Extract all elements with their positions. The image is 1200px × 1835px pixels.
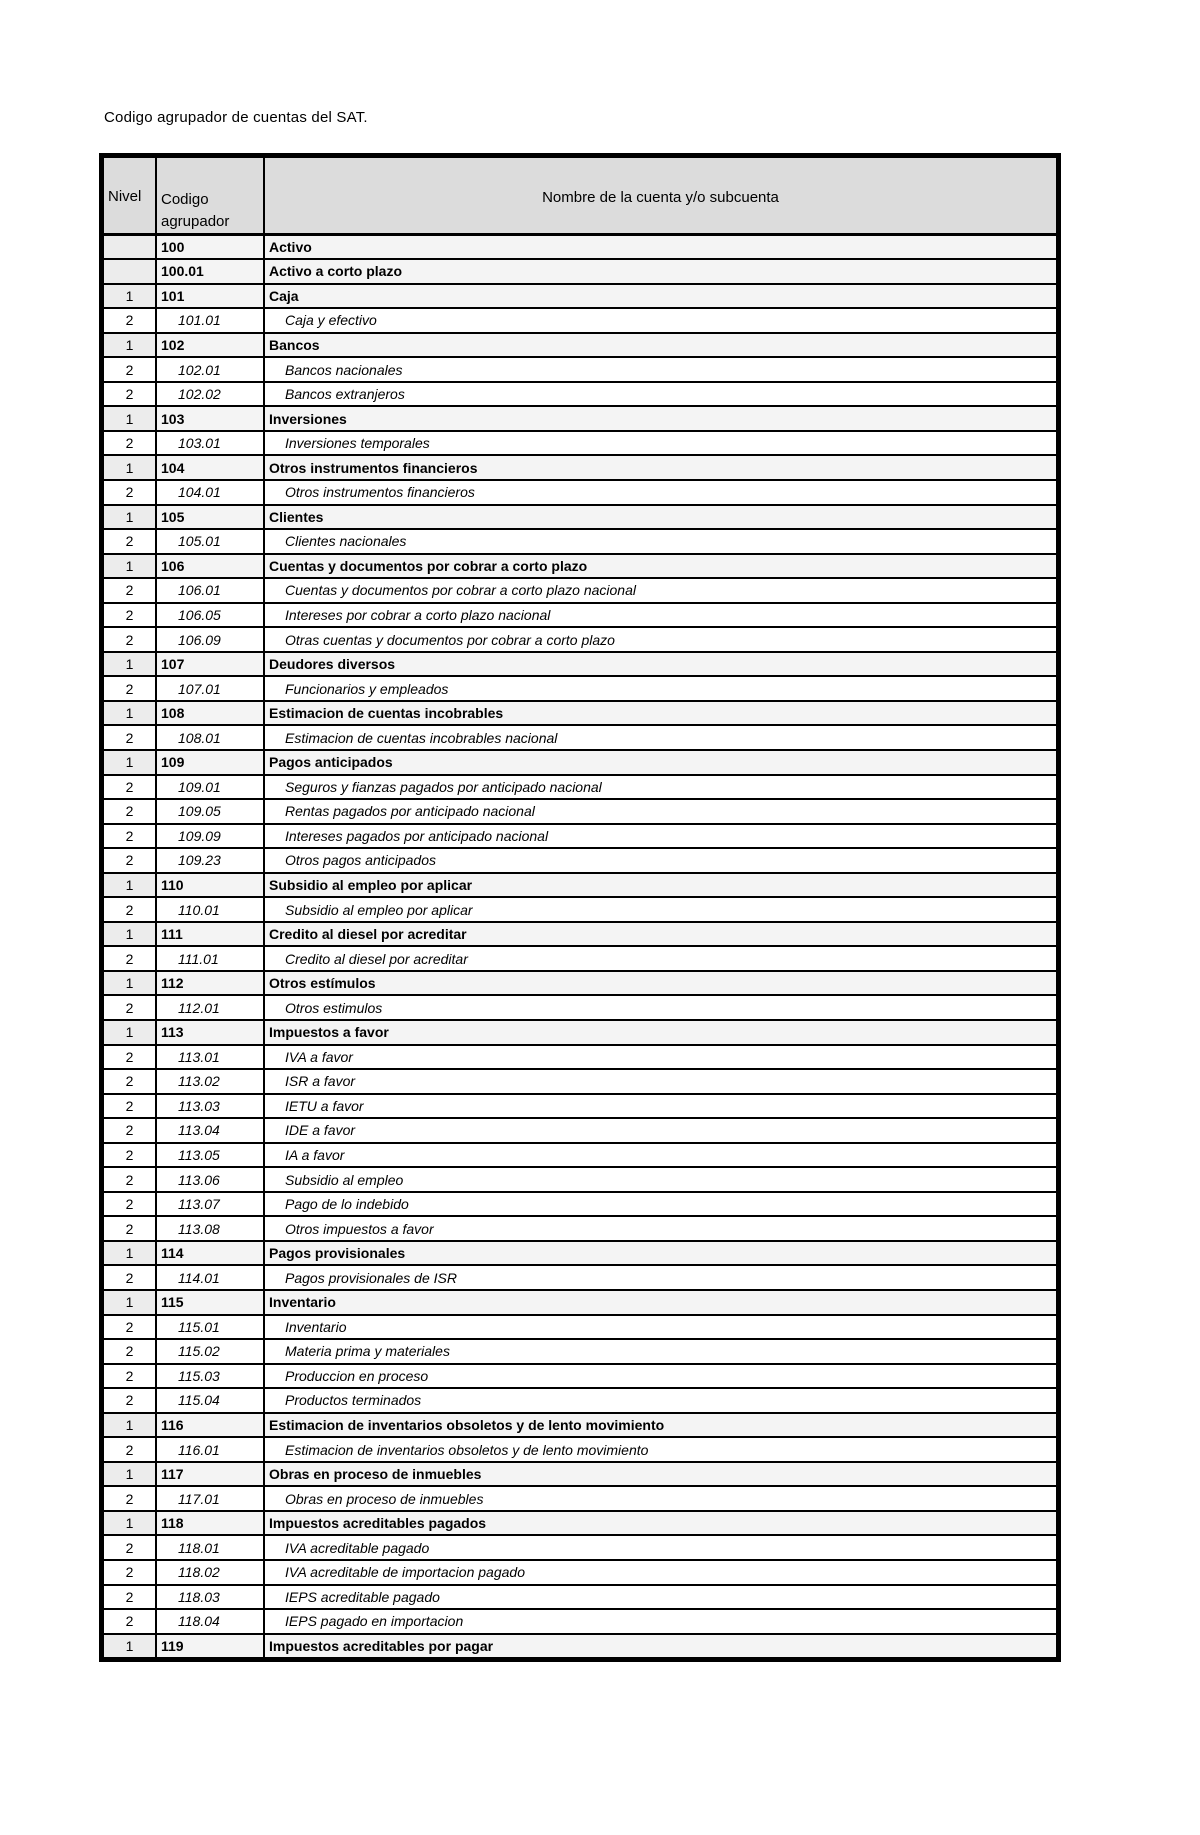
row-code-cell: 101 xyxy=(156,284,264,309)
row-level-cell: 1 xyxy=(103,505,156,530)
row-code-cell: 115.04 xyxy=(156,1388,264,1413)
row-level-cell: 2 xyxy=(103,357,156,382)
row-name-cell: Subsidio al empleo xyxy=(264,1167,1057,1192)
row-code-cell: 116 xyxy=(156,1413,264,1438)
row-level-cell: 1 xyxy=(103,1020,156,1045)
row-name-cell: Bancos extranjeros xyxy=(264,382,1057,407)
row-name-cell: Cuentas y documentos por cobrar a corto plazo nacional xyxy=(264,578,1057,603)
row-name-cell: Bancos nacionales xyxy=(264,357,1057,382)
row-code-cell: 117.01 xyxy=(156,1486,264,1511)
row-level-cell: 2 xyxy=(103,775,156,800)
row-code-cell: 114.01 xyxy=(156,1265,264,1290)
table-row xyxy=(103,308,1057,333)
row-level-cell: 2 xyxy=(103,1315,156,1340)
table-row xyxy=(103,971,1057,996)
row-level-cell: 2 xyxy=(103,848,156,873)
row-name-cell: Cuentas y documentos por cobrar a corto plazo xyxy=(264,554,1057,579)
table-row xyxy=(103,554,1057,579)
row-code-cell: 102.02 xyxy=(156,382,264,407)
table-row xyxy=(103,1437,1057,1462)
row-level-cell: 2 xyxy=(103,1364,156,1389)
row-level-cell: 2 xyxy=(103,946,156,971)
row-name-cell: IEPS acreditable pagado xyxy=(264,1585,1057,1610)
row-code-cell: 100 xyxy=(156,235,264,260)
row-name-cell: ISR a favor xyxy=(264,1069,1057,1094)
row-name-cell: Inversiones temporales xyxy=(264,431,1057,456)
row-level-cell: 2 xyxy=(103,799,156,824)
row-level-cell: 2 xyxy=(103,1560,156,1585)
table-row xyxy=(103,357,1057,382)
table-row xyxy=(103,1020,1057,1045)
row-code-cell: 110.01 xyxy=(156,897,264,922)
table-row xyxy=(103,1143,1057,1168)
row-name-cell: Caja xyxy=(264,284,1057,309)
row-level-cell: 2 xyxy=(103,480,156,505)
table-row xyxy=(103,578,1057,603)
row-code-cell: 101.01 xyxy=(156,308,264,333)
row-level-cell: 2 xyxy=(103,1118,156,1143)
table-row xyxy=(103,1094,1057,1119)
table-row xyxy=(103,1585,1057,1610)
column-header-name: Nombre de la cuenta y/o subcuenta xyxy=(264,157,1057,235)
row-name-cell: Inventario xyxy=(264,1290,1057,1315)
row-name-cell: IEPS pagado en importacion xyxy=(264,1609,1057,1634)
row-name-cell: Impuestos acreditables pagados xyxy=(264,1511,1057,1536)
table-row xyxy=(103,284,1057,309)
row-level-cell: 2 xyxy=(103,824,156,849)
row-name-cell: Obras en proceso de inmuebles xyxy=(264,1486,1057,1511)
table-row xyxy=(103,1167,1057,1192)
row-code-cell: 109.23 xyxy=(156,848,264,873)
row-code-cell: 103.01 xyxy=(156,431,264,456)
row-level-cell: 2 xyxy=(103,676,156,701)
row-name-cell: Subsidio al empleo por aplicar xyxy=(264,897,1057,922)
row-name-cell: Otros pagos anticipados xyxy=(264,848,1057,873)
table-row xyxy=(103,259,1057,284)
row-code-cell: 102 xyxy=(156,333,264,358)
row-code-cell: 103 xyxy=(156,406,264,431)
table-row xyxy=(103,946,1057,971)
row-name-cell: Impuestos acreditables por pagar xyxy=(264,1634,1057,1659)
row-code-cell: 113.06 xyxy=(156,1167,264,1192)
row-name-cell: Seguros y fianzas pagados por anticipado nacional xyxy=(264,775,1057,800)
row-level-cell: 1 xyxy=(103,1462,156,1487)
row-code-cell: 119 xyxy=(156,1634,264,1659)
row-name-cell: Produccion en proceso xyxy=(264,1364,1057,1389)
row-level-cell: 1 xyxy=(103,750,156,775)
row-code-cell: 106.09 xyxy=(156,627,264,652)
row-code-cell: 115 xyxy=(156,1290,264,1315)
row-code-cell: 115.03 xyxy=(156,1364,264,1389)
row-level-cell: 2 xyxy=(103,1486,156,1511)
row-name-cell: Caja y efectivo xyxy=(264,308,1057,333)
table-row xyxy=(103,235,1057,260)
row-level-cell: 1 xyxy=(103,873,156,898)
row-code-cell: 118.02 xyxy=(156,1560,264,1585)
table-row xyxy=(103,799,1057,824)
row-level-cell: 2 xyxy=(103,1167,156,1192)
row-name-cell: IETU a favor xyxy=(264,1094,1057,1119)
row-name-cell: IA a favor xyxy=(264,1143,1057,1168)
row-code-cell: 107.01 xyxy=(156,676,264,701)
table-row xyxy=(103,1634,1057,1659)
row-level-cell: 2 xyxy=(103,529,156,554)
row-name-cell: Otros estímulos xyxy=(264,971,1057,996)
row-name-cell: IVA a favor xyxy=(264,1045,1057,1070)
row-level-cell: 2 xyxy=(103,603,156,628)
table-header-row xyxy=(103,157,1057,235)
row-name-cell: Otros instrumentos financieros xyxy=(264,480,1057,505)
row-code-cell: 115.01 xyxy=(156,1315,264,1340)
row-name-cell: Pagos provisionales de ISR xyxy=(264,1265,1057,1290)
row-level-cell: 2 xyxy=(103,897,156,922)
row-name-cell: Otros impuestos a favor xyxy=(264,1216,1057,1241)
row-level-cell: 1 xyxy=(103,971,156,996)
table-row xyxy=(103,603,1057,628)
row-level-cell: 2 xyxy=(103,1192,156,1217)
page-title: Codigo agrupador de cuentas del SAT. xyxy=(104,109,368,126)
table-row xyxy=(103,995,1057,1020)
row-level-cell: 2 xyxy=(103,995,156,1020)
row-level-cell: 2 xyxy=(103,1609,156,1634)
table-row xyxy=(103,824,1057,849)
table-row xyxy=(103,1388,1057,1413)
row-code-cell: 114 xyxy=(156,1241,264,1266)
row-code-cell: 113.01 xyxy=(156,1045,264,1070)
row-code-cell: 113.03 xyxy=(156,1094,264,1119)
table-row xyxy=(103,529,1057,554)
row-name-cell: Estimacion de cuentas incobrables nacional xyxy=(264,725,1057,750)
table-row xyxy=(103,455,1057,480)
row-name-cell: Intereses por cobrar a corto plazo nacional xyxy=(264,603,1057,628)
row-code-cell: 110 xyxy=(156,873,264,898)
row-name-cell: Credito al diesel por acreditar xyxy=(264,922,1057,947)
row-code-cell: 108 xyxy=(156,701,264,726)
row-code-cell: 113.05 xyxy=(156,1143,264,1168)
row-level-cell: 2 xyxy=(103,1339,156,1364)
row-name-cell: Pagos anticipados xyxy=(264,750,1057,775)
row-level-cell: 2 xyxy=(103,725,156,750)
row-name-cell: Activo xyxy=(264,235,1057,260)
table-row xyxy=(103,1315,1057,1340)
row-name-cell: Funcionarios y empleados xyxy=(264,676,1057,701)
row-code-cell: 105 xyxy=(156,505,264,530)
row-level-cell: 1 xyxy=(103,652,156,677)
table-row xyxy=(103,1069,1057,1094)
accounts-table xyxy=(99,153,1061,1662)
row-level-cell: 2 xyxy=(103,1585,156,1610)
row-code-cell: 117 xyxy=(156,1462,264,1487)
row-name-cell: Estimacion de inventarios obsoletos y de lento movimiento xyxy=(264,1413,1057,1438)
row-level-cell: 2 xyxy=(103,431,156,456)
table-row xyxy=(103,922,1057,947)
table-row xyxy=(103,1364,1057,1389)
row-name-cell: Clientes nacionales xyxy=(264,529,1057,554)
row-code-cell: 106.01 xyxy=(156,578,264,603)
row-level-cell: 2 xyxy=(103,1045,156,1070)
row-name-cell: Bancos xyxy=(264,333,1057,358)
table-row xyxy=(103,505,1057,530)
table-row xyxy=(103,382,1057,407)
row-code-cell: 111.01 xyxy=(156,946,264,971)
table-row xyxy=(103,1413,1057,1438)
row-name-cell: Clientes xyxy=(264,505,1057,530)
row-level-cell xyxy=(103,259,156,284)
row-code-cell: 113.08 xyxy=(156,1216,264,1241)
row-level-cell: 2 xyxy=(103,1216,156,1241)
row-code-cell: 116.01 xyxy=(156,1437,264,1462)
table-row xyxy=(103,1216,1057,1241)
table-row xyxy=(103,1560,1057,1585)
table-row xyxy=(103,431,1057,456)
row-level-cell: 2 xyxy=(103,578,156,603)
row-code-cell: 118 xyxy=(156,1511,264,1536)
table-row xyxy=(103,725,1057,750)
table-row xyxy=(103,652,1057,677)
row-code-cell: 109 xyxy=(156,750,264,775)
row-code-cell: 105.01 xyxy=(156,529,264,554)
row-code-cell: 109.09 xyxy=(156,824,264,849)
row-level-cell xyxy=(103,235,156,260)
row-name-cell: Impuestos a favor xyxy=(264,1020,1057,1045)
row-code-cell: 109.05 xyxy=(156,799,264,824)
row-name-cell: Estimacion de inventarios obsoletos y de lento movimiento xyxy=(264,1437,1057,1462)
table-row xyxy=(103,750,1057,775)
row-level-cell: 1 xyxy=(103,284,156,309)
row-name-cell: Estimacion de cuentas incobrables xyxy=(264,701,1057,726)
row-code-cell: 111 xyxy=(156,922,264,947)
row-name-cell: Pago de lo indebido xyxy=(264,1192,1057,1217)
row-code-cell: 113.02 xyxy=(156,1069,264,1094)
row-level-cell: 1 xyxy=(103,1413,156,1438)
row-code-cell: 102.01 xyxy=(156,357,264,382)
row-level-cell: 1 xyxy=(103,1241,156,1266)
table-row xyxy=(103,1609,1057,1634)
row-code-cell: 115.02 xyxy=(156,1339,264,1364)
row-name-cell: Pagos provisionales xyxy=(264,1241,1057,1266)
row-level-cell: 2 xyxy=(103,1265,156,1290)
row-name-cell: IDE a favor xyxy=(264,1118,1057,1143)
row-level-cell: 1 xyxy=(103,922,156,947)
table-row xyxy=(103,1045,1057,1070)
row-name-cell: Inventario xyxy=(264,1315,1057,1340)
row-name-cell: Deudores diversos xyxy=(264,652,1057,677)
row-level-cell: 1 xyxy=(103,701,156,726)
table-row xyxy=(103,1339,1057,1364)
row-name-cell: Productos terminados xyxy=(264,1388,1057,1413)
row-level-cell: 2 xyxy=(103,1094,156,1119)
row-level-cell: 1 xyxy=(103,455,156,480)
table-row xyxy=(103,848,1057,873)
table-row xyxy=(103,406,1057,431)
table-body xyxy=(103,235,1057,1659)
row-name-cell: Materia prima y materiales xyxy=(264,1339,1057,1364)
table-row xyxy=(103,480,1057,505)
table-row xyxy=(103,1241,1057,1266)
table-row xyxy=(103,1511,1057,1536)
row-name-cell: Rentas pagados por anticipado nacional xyxy=(264,799,1057,824)
row-code-cell: 108.01 xyxy=(156,725,264,750)
table-row xyxy=(103,1535,1057,1560)
row-level-cell: 2 xyxy=(103,1388,156,1413)
row-level-cell: 2 xyxy=(103,1535,156,1560)
row-code-cell: 112 xyxy=(156,971,264,996)
table-row xyxy=(103,333,1057,358)
table-row xyxy=(103,775,1057,800)
row-code-cell: 109.01 xyxy=(156,775,264,800)
row-name-cell: IVA acreditable pagado xyxy=(264,1535,1057,1560)
row-name-cell: Obras en proceso de inmuebles xyxy=(264,1462,1057,1487)
column-header-code: Codigo agrupador xyxy=(156,157,264,235)
table-row xyxy=(103,1486,1057,1511)
row-level-cell: 2 xyxy=(103,627,156,652)
table-row xyxy=(103,897,1057,922)
table-row xyxy=(103,873,1057,898)
column-header-level: Nivel xyxy=(103,157,156,235)
row-name-cell: Otros instrumentos financieros xyxy=(264,455,1057,480)
row-level-cell: 2 xyxy=(103,382,156,407)
table-row xyxy=(103,1118,1057,1143)
row-code-cell: 106 xyxy=(156,554,264,579)
row-name-cell: IVA acreditable de importacion pagado xyxy=(264,1560,1057,1585)
row-code-cell: 113.07 xyxy=(156,1192,264,1217)
row-code-cell: 112.01 xyxy=(156,995,264,1020)
row-level-cell: 1 xyxy=(103,1634,156,1659)
table-row xyxy=(103,701,1057,726)
row-level-cell: 1 xyxy=(103,1511,156,1536)
row-code-cell: 107 xyxy=(156,652,264,677)
row-level-cell: 2 xyxy=(103,1143,156,1168)
row-code-cell: 113 xyxy=(156,1020,264,1045)
row-name-cell: Activo a corto plazo xyxy=(264,259,1057,284)
row-level-cell: 2 xyxy=(103,1069,156,1094)
row-name-cell: Credito al diesel por acreditar xyxy=(264,946,1057,971)
row-code-cell: 104.01 xyxy=(156,480,264,505)
row-name-cell: Subsidio al empleo por aplicar xyxy=(264,873,1057,898)
row-code-cell: 100.01 xyxy=(156,259,264,284)
row-level-cell: 1 xyxy=(103,406,156,431)
row-level-cell: 1 xyxy=(103,333,156,358)
table-row xyxy=(103,1265,1057,1290)
row-level-cell: 2 xyxy=(103,1437,156,1462)
table-row xyxy=(103,1462,1057,1487)
row-code-cell: 104 xyxy=(156,455,264,480)
table-row xyxy=(103,627,1057,652)
row-name-cell: Otras cuentas y documentos por cobrar a corto plazo xyxy=(264,627,1057,652)
table-row xyxy=(103,676,1057,701)
row-code-cell: 118.03 xyxy=(156,1585,264,1610)
row-name-cell: Otros estimulos xyxy=(264,995,1057,1020)
row-code-cell: 118.04 xyxy=(156,1609,264,1634)
row-code-cell: 113.04 xyxy=(156,1118,264,1143)
row-code-cell: 106.05 xyxy=(156,603,264,628)
row-name-cell: Inversiones xyxy=(264,406,1057,431)
row-level-cell: 2 xyxy=(103,308,156,333)
table-row xyxy=(103,1290,1057,1315)
row-name-cell: Intereses pagados por anticipado nacional xyxy=(264,824,1057,849)
row-code-cell: 118.01 xyxy=(156,1535,264,1560)
row-level-cell: 1 xyxy=(103,1290,156,1315)
table-row xyxy=(103,1192,1057,1217)
row-level-cell: 1 xyxy=(103,554,156,579)
